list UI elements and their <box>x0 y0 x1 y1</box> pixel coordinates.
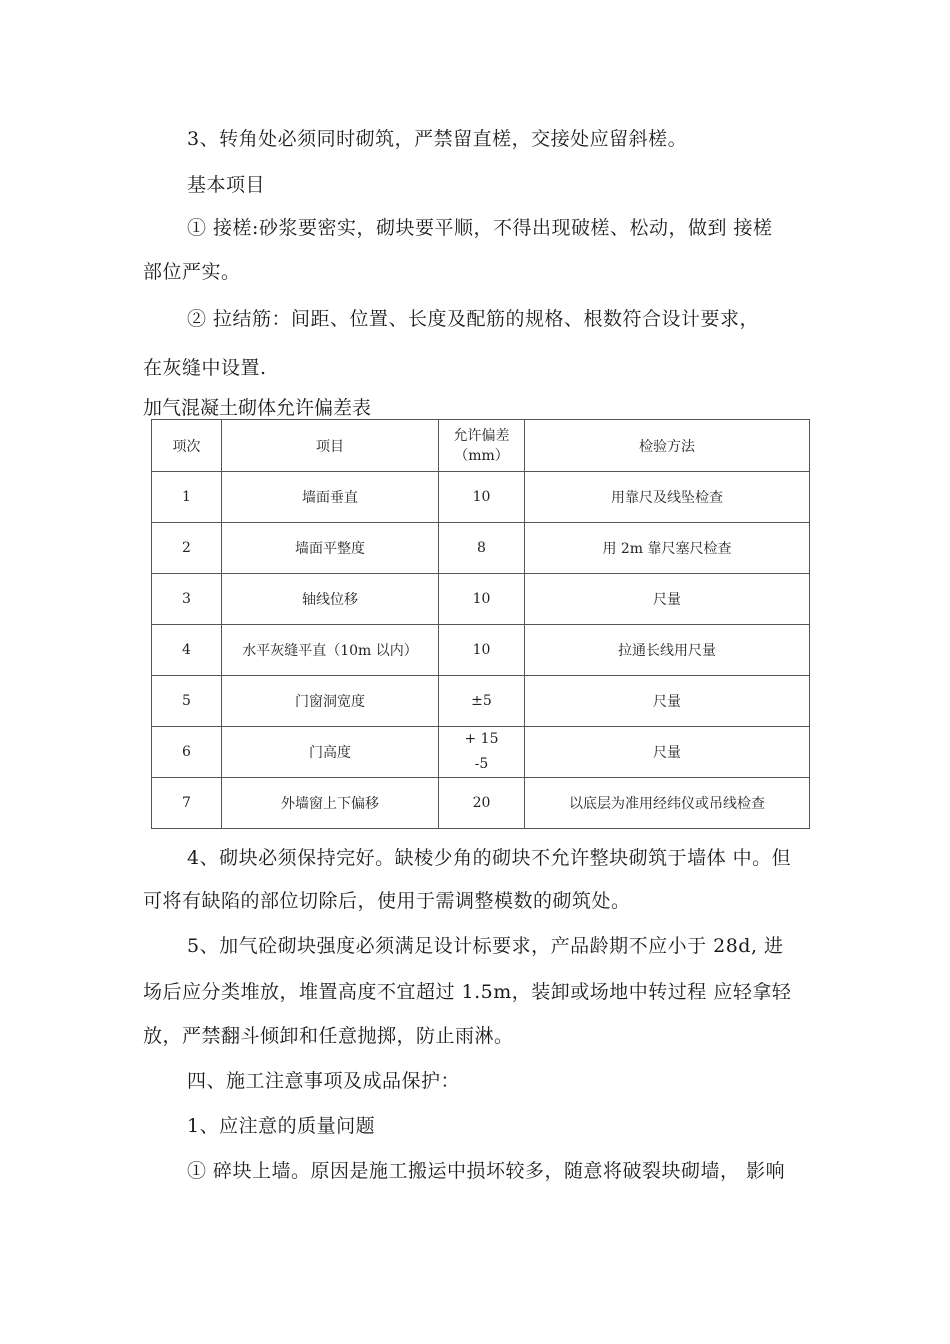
row-tolerance: 10 <box>439 625 525 676</box>
heading-basic-items: 基本项目 <box>187 174 266 196</box>
row-method: 尺量 <box>525 676 810 727</box>
paragraph-block-strength-line3: 放，严禁翻斗倾卸和任意抛掷，防止雨淋。 <box>143 1025 514 1047</box>
table-row <box>152 472 810 523</box>
paragraph-corner-masonry: 3、转角处必须同时砌筑，严禁留直槎，交接处应留斜槎。 <box>187 128 688 150</box>
row-tolerance: ±5 <box>439 676 525 727</box>
row-method: 尺量 <box>525 574 810 625</box>
row-tolerance: 10 <box>439 574 525 625</box>
row-item: 外墙窗上下偏移 <box>222 778 439 829</box>
header-method: 检验方法 <box>525 420 810 472</box>
paragraph-block-strength-line1: 5、加气砼砌块强度必须满足设计标要求，产品龄期不应小于 28d, 进 <box>187 935 784 957</box>
paragraph-block-intact-line1: 4、砌块必须保持完好。缺棱少角的砌块不允许整块砌筑于墙体 中。但 <box>187 847 792 869</box>
row-method: 以底层为准用经纬仪或吊线检查 <box>525 778 810 829</box>
row-method: 尺量 <box>525 727 810 778</box>
row-tolerance: 8 <box>439 523 525 574</box>
row-item: 门高度 <box>222 727 439 778</box>
paragraph-tie-bar-line1: ② 拉结筋：间距、位置、长度及配筋的规格、根数符合设计要求， <box>187 308 760 330</box>
row-method: 用靠尺及线坠检查 <box>525 472 810 523</box>
row-tolerance-lower: -5 <box>474 756 489 772</box>
row-item: 水平灰缝平直（10m 以内） <box>222 625 439 676</box>
row-tolerance-upper: + 15 <box>464 731 499 747</box>
tolerance-table <box>151 419 810 829</box>
paragraph-joint-line1: ① 接槎:砂浆要密实，砌块要平顺，不得出现破槎、松动，做到 接槎 <box>187 217 773 239</box>
row-tolerance <box>439 727 525 778</box>
paragraph-tie-bar-line2: 在灰缝中设置. <box>143 357 267 379</box>
row-tolerance: 10 <box>439 472 525 523</box>
row-index: 2 <box>152 523 222 574</box>
table-row <box>152 676 810 727</box>
header-item: 项目 <box>222 420 439 472</box>
header-index: 项次 <box>152 420 222 472</box>
header-tolerance-line1: 允许偏差 <box>453 427 510 444</box>
row-item: 墙面垂直 <box>222 472 439 523</box>
row-tolerance: 20 <box>439 778 525 829</box>
table-header-row <box>152 420 810 472</box>
table-row <box>152 574 810 625</box>
heading-construction-notes: 四、施工注意事项及成品保护： <box>187 1070 461 1092</box>
row-item: 轴线位移 <box>222 574 439 625</box>
row-method: 拉通长线用尺量 <box>525 625 810 676</box>
paragraph-broken-blocks: ① 碎块上墙。原因是施工搬运中损坏较多，随意将破裂块砌墙， 影响 <box>187 1160 786 1182</box>
heading-quality-issues: 1、应注意的质量问题 <box>187 1115 376 1137</box>
row-item: 门窗洞宽度 <box>222 676 439 727</box>
table-caption: 加气混凝土砌体允许偏差表 <box>143 397 372 419</box>
row-index: 4 <box>152 625 222 676</box>
paragraph-block-strength-line2: 场后应分类堆放，堆置高度不宜超过 1.5m，装卸或场地中转过程 应轻拿轻 <box>143 981 792 1003</box>
row-index: 7 <box>152 778 222 829</box>
row-index: 3 <box>152 574 222 625</box>
row-index: 1 <box>152 472 222 523</box>
table-row <box>152 778 810 829</box>
paragraph-joint-line2: 部位严实。 <box>143 261 241 283</box>
table-row <box>152 727 810 778</box>
header-tolerance-line2: （mm） <box>454 447 509 464</box>
row-index: 5 <box>152 676 222 727</box>
table-row <box>152 523 810 574</box>
paragraph-block-intact-line2: 可将有缺陷的部位切除后，使用于需调整模数的砌筑处。 <box>143 890 631 912</box>
table-row <box>152 625 810 676</box>
header-tolerance <box>439 420 525 472</box>
row-method: 用 2m 靠尺塞尺检查 <box>525 523 810 574</box>
row-index: 6 <box>152 727 222 778</box>
row-item: 墙面平整度 <box>222 523 439 574</box>
